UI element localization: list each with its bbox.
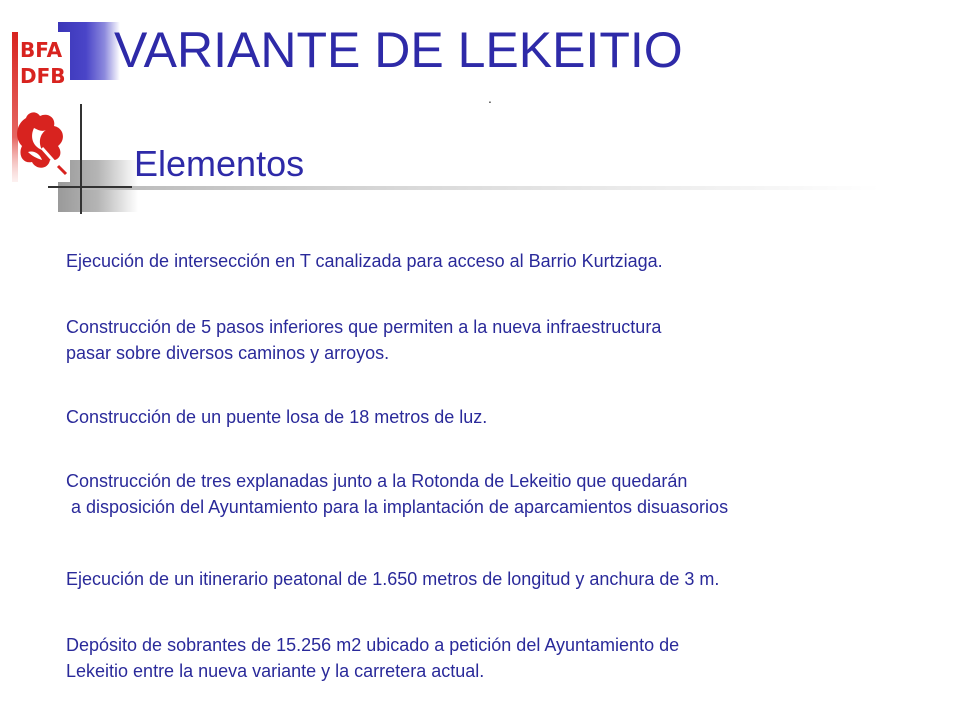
paragraph-esplanades: Construcción de tres explanadas junto a la Rotonda de Lekeitio que quedarán a disposición del Ayuntamiento para la implantación de aparcamientos disuasorios (66, 471, 729, 517)
paragraph-bridge: Construcción de un puente losa de 18 metros de luz. (66, 407, 488, 427)
paragraph-spoil-deposit: Depósito de sobrantes de 15.256 m2 ubicado a petición del Ayuntamiento de Lekeitio entre la nueva variante y la carretera actual. (66, 635, 680, 681)
title-dot: . (488, 90, 492, 106)
logo-text-line2: DFB (20, 64, 66, 88)
section-subtitle: Elementos (134, 143, 305, 184)
logo-text-line1: BFA (20, 38, 63, 62)
paragraph-pedestrian-route: Ejecución de un itinerario peatonal de 1.650 metros de longitud y anchura de 3 m. (66, 569, 720, 589)
bfa-dfb-logo (12, 32, 70, 182)
page-title: VARIANTE DE LEKEITIO (114, 22, 683, 78)
decorative-vertical-line (80, 104, 82, 214)
paragraph-intersection: Ejecución de intersección en T canalizada para acceso al Barrio Kurtziaga. (66, 251, 663, 271)
paragraph-underpasses: Construcción de 5 pasos inferiores que permiten a la nueva infraestructura pasar sobre diversos caminos y arroyos. (66, 317, 662, 363)
decorative-horizontal-line (48, 186, 132, 188)
